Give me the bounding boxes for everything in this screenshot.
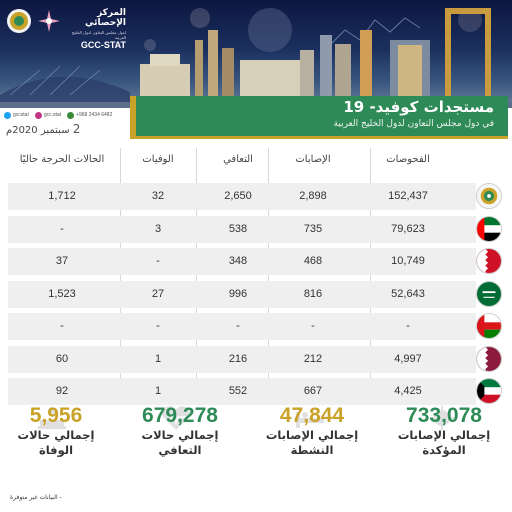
total-deaths-label-1: إجمالي حالات: [17, 428, 95, 442]
cell-cases: 816: [303, 287, 323, 300]
logo-english-title: GCC-STAT: [80, 40, 126, 50]
cell-critical: 1,523: [48, 287, 76, 300]
covid-table: [8, 148, 504, 408]
cell-recovered: 348: [228, 255, 248, 267]
total-recovered: [118, 404, 242, 458]
social-instagram[interactable]: gcc.stat: [35, 112, 61, 119]
logo-arabic-subtitle: لدول مجلس التعاون لدول الخليج العربية: [71, 30, 126, 40]
cell-cases: 735: [303, 222, 323, 235]
table-row-saudi: [8, 278, 504, 311]
cell-tests: 4,997: [394, 352, 422, 365]
logo-arabic-title: المركز الإحصائي: [84, 8, 126, 28]
cell-recovered: 538: [228, 222, 248, 235]
total-deaths-label-2: الوفاة: [38, 443, 74, 457]
cell-cases: 667: [303, 385, 323, 397]
cell-critical: 37: [55, 255, 69, 267]
bahrain-flag: [476, 248, 502, 274]
cell-deaths: -: [156, 255, 160, 267]
header-critical: الحالات الحرجة حاليًا: [19, 154, 105, 165]
cell-critical: 60: [55, 352, 69, 365]
cell-deaths: -: [156, 320, 160, 332]
cell-recovered: -: [236, 320, 240, 332]
cell-cases: 468: [303, 255, 323, 267]
total-confirmed-label-2: المؤكدة: [422, 443, 466, 457]
cell-deaths: 3: [154, 222, 162, 235]
cell-cases: 2,898: [299, 190, 327, 202]
total-recovered-label-2: التعافي: [158, 443, 202, 457]
cell-tests: 152,437: [388, 190, 428, 202]
title-box: [130, 96, 508, 136]
cell-deaths: 1: [154, 385, 162, 397]
cell-recovered: 996: [228, 287, 248, 300]
cell-critical: -: [60, 222, 64, 235]
table-row-bahrain: [8, 245, 504, 278]
header-cases: الإصابات: [295, 154, 331, 165]
page-title: مستجدات كوفيد- 19: [343, 98, 494, 116]
saudi-flag: [476, 281, 502, 307]
kuwait-flag: [476, 378, 502, 404]
cell-cases: -: [311, 320, 315, 332]
total-recovered-label-1: إجمالي حالات: [141, 428, 219, 442]
total-confirmed-value: 733,078: [406, 404, 482, 427]
total-recovered-value: 679,278: [142, 404, 218, 427]
header-tests: الفحوصات: [386, 154, 430, 165]
total-deaths: [0, 404, 112, 458]
table-row-kuwait: [8, 375, 504, 408]
gcc-icon: [476, 183, 502, 209]
cell-deaths: 27: [151, 287, 165, 300]
cell-cases: 212: [303, 352, 323, 365]
uae-flag: [476, 216, 502, 242]
table-row-gcc: [8, 180, 504, 213]
cell-recovered: 552: [228, 385, 248, 397]
date-day: 2: [72, 122, 81, 136]
gcc-stat-emblem-icon: [36, 8, 62, 34]
qatar-flag: [476, 346, 502, 372]
total-deaths-value: 5,956: [29, 404, 83, 427]
total-confirmed-label-1: إجمالي الإصابات: [397, 428, 491, 442]
social-phone[interactable]: +968 2434 6482: [67, 112, 112, 119]
cell-critical: 92: [55, 385, 69, 397]
total-active: [250, 404, 374, 458]
cell-tests: 79,623: [391, 222, 425, 235]
cell-deaths: 32: [151, 190, 165, 202]
total-active-label-1: إجمالي الإصابات: [265, 428, 359, 442]
header-banner: [0, 0, 512, 108]
instagram-icon: [35, 112, 42, 119]
social-links: [0, 110, 112, 120]
cell-tests: 52,643: [391, 287, 425, 300]
oman-flag: [476, 313, 502, 339]
footnote: - البيانات غير متوفرة: [10, 494, 62, 501]
cell-tests: 10,749: [391, 255, 425, 267]
cell-deaths: 1: [154, 352, 162, 365]
total-active-label-2: النشطة: [290, 443, 334, 457]
total-confirmed: [382, 404, 506, 458]
gcc-stat-logo: [6, 6, 124, 58]
social-twitter[interactable]: gccstat: [4, 112, 29, 119]
cell-critical: 1,712: [48, 190, 76, 202]
cell-tests: 4,425: [394, 385, 422, 397]
header-deaths: الوفيات: [142, 154, 174, 165]
table-row-uae: [8, 213, 504, 246]
title-accent-bar: [130, 136, 508, 139]
page-subtitle: في دول مجلس التعاون لدول الخليج العربية: [333, 119, 494, 129]
cell-critical: -: [60, 320, 64, 332]
twitter-icon: [4, 112, 11, 119]
table-row-qatar: [8, 343, 504, 376]
date-year: 2020م: [6, 125, 38, 136]
table-header: [8, 148, 504, 180]
report-date: [6, 122, 80, 136]
header-recovered: التعافي: [223, 154, 253, 165]
cell-recovered: 216: [228, 352, 248, 365]
table-row-oman: [8, 310, 504, 343]
gcc-emblem-icon: [6, 8, 32, 34]
cell-recovered: 2,650: [224, 190, 252, 202]
cell-tests: -: [406, 320, 410, 332]
phone-icon: [67, 112, 74, 119]
total-active-value: 47,844: [279, 404, 345, 427]
date-month: سبتمبر: [40, 125, 70, 136]
